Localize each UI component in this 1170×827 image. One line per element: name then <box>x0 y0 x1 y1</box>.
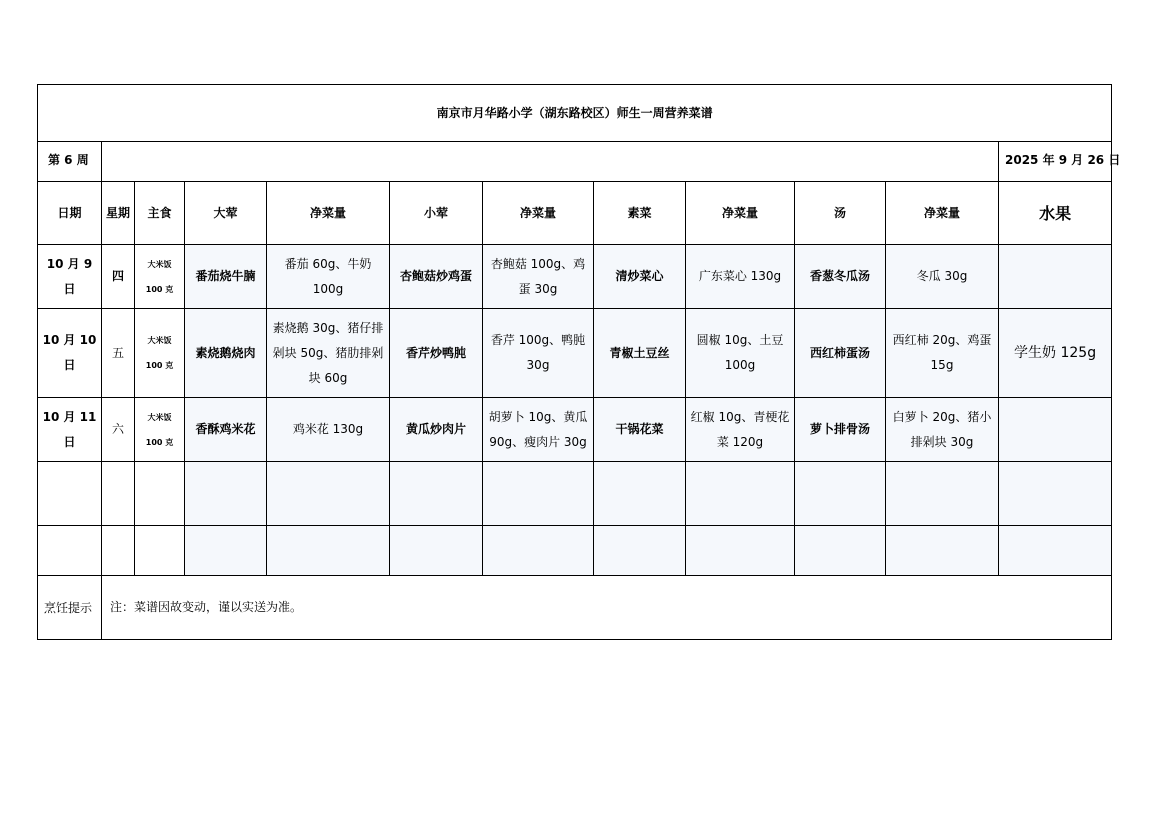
soup: 西红柿蛋汤 <box>795 309 886 398</box>
staple-amount: 100 克 <box>145 284 174 294</box>
fruit <box>999 245 1112 309</box>
vegetable-net: 广东菜心 130g <box>686 245 795 309</box>
soup: 香葱冬瓜汤 <box>795 245 886 309</box>
soup: 萝卜排骨汤 <box>795 398 886 462</box>
vegetable-dish: 清炒菜心 <box>594 245 686 309</box>
header-vegetable: 素菜 <box>594 182 686 245</box>
header-soup: 汤 <box>795 182 886 245</box>
table-row <box>38 398 1112 462</box>
row-date: 10 月 11 日 <box>38 398 102 462</box>
small-dish-net: 杏鲍菇 100g、鸡蛋 30g <box>483 245 594 309</box>
main-dish: 番茄烧牛腩 <box>185 245 267 309</box>
table-row <box>38 309 1112 398</box>
row-weekday: 六 <box>102 398 135 462</box>
issue-date: 2025 年 9 月 26 日 <box>999 142 1112 182</box>
vegetable-dish: 青椒土豆丝 <box>594 309 686 398</box>
tips-note: 注：菜谱因故变动，谨以实送为准。 <box>102 576 1112 640</box>
row-weekday: 四 <box>102 245 135 309</box>
staple-amount: 100 克 <box>145 361 174 370</box>
tips-label: 烹饪提示 <box>38 576 102 640</box>
small-dish: 黄瓜炒肉片 <box>390 398 483 462</box>
row-date: 10 月 10 日 <box>38 309 102 398</box>
header-date: 日期 <box>38 182 102 245</box>
fruit <box>999 398 1112 462</box>
fruit: 学生奶 125g <box>999 309 1112 398</box>
small-dish: 杏鲍菇炒鸡蛋 <box>390 245 483 309</box>
header-staple: 主食 <box>135 182 185 245</box>
blank-cell <box>102 142 999 182</box>
header-row <box>38 182 1112 245</box>
row-weekday: 五 <box>102 309 135 398</box>
empty-row <box>38 462 1112 526</box>
row-date: 10 月 9 日 <box>38 245 102 309</box>
header-soup-net: 净菜量 <box>886 182 999 245</box>
header-small-net: 净菜量 <box>483 182 594 245</box>
vegetable-net: 圆椒 10g、土豆 100g <box>686 309 795 398</box>
small-dish-net: 胡萝卜 10g、黄瓜 90g、瘦肉片 30g <box>483 398 594 462</box>
small-dish: 香芹炒鸭肫 <box>390 309 483 398</box>
main-dish-net: 素烧鹅 30g、猪仔排剁块 50g、猪肋排剁块 60g <box>267 309 390 398</box>
main-dish: 香酥鸡米花 <box>185 398 267 462</box>
staple-name: 大米饭 <box>147 336 172 345</box>
soup-net: 冬瓜 30g <box>886 245 999 309</box>
table-row <box>38 245 1112 309</box>
staple-name: 大米饭 <box>147 259 172 269</box>
empty-row <box>38 526 1112 576</box>
main-dish-net: 鸡米花 130g <box>267 398 390 462</box>
header-main-net: 净菜量 <box>267 182 390 245</box>
page-title: 南京市月华路小学（湖东路校区）师生一周营养菜谱 <box>38 85 1112 142</box>
small-dish-net: 香芹 100g、鸭肫 30g <box>483 309 594 398</box>
main-dish-net: 番茄 60g、牛奶 100g <box>267 245 390 309</box>
vegetable-dish: 干锅花菜 <box>594 398 686 462</box>
staple-name: 大米饭 <box>147 412 172 422</box>
header-small-dish: 小荤 <box>390 182 483 245</box>
menu-table <box>37 84 1121 640</box>
vegetable-net: 红椒 10g、青梗花菜 120g <box>686 398 795 462</box>
staple-amount: 100 克 <box>145 437 174 447</box>
header-fruit: 水果 <box>999 182 1112 245</box>
soup-net: 白萝卜 20g、猪小排剁块 30g <box>886 398 999 462</box>
header-main-dish: 大荤 <box>185 182 267 245</box>
header-weekday: 星期 <box>102 182 135 245</box>
tips-row <box>38 576 1112 640</box>
main-dish: 素烧鹅烧肉 <box>185 309 267 398</box>
soup-net: 西红柿 20g、鸡蛋 15g <box>886 309 999 398</box>
header-veg-net: 净菜量 <box>686 182 795 245</box>
week-label: 第 6 周 <box>38 142 102 182</box>
